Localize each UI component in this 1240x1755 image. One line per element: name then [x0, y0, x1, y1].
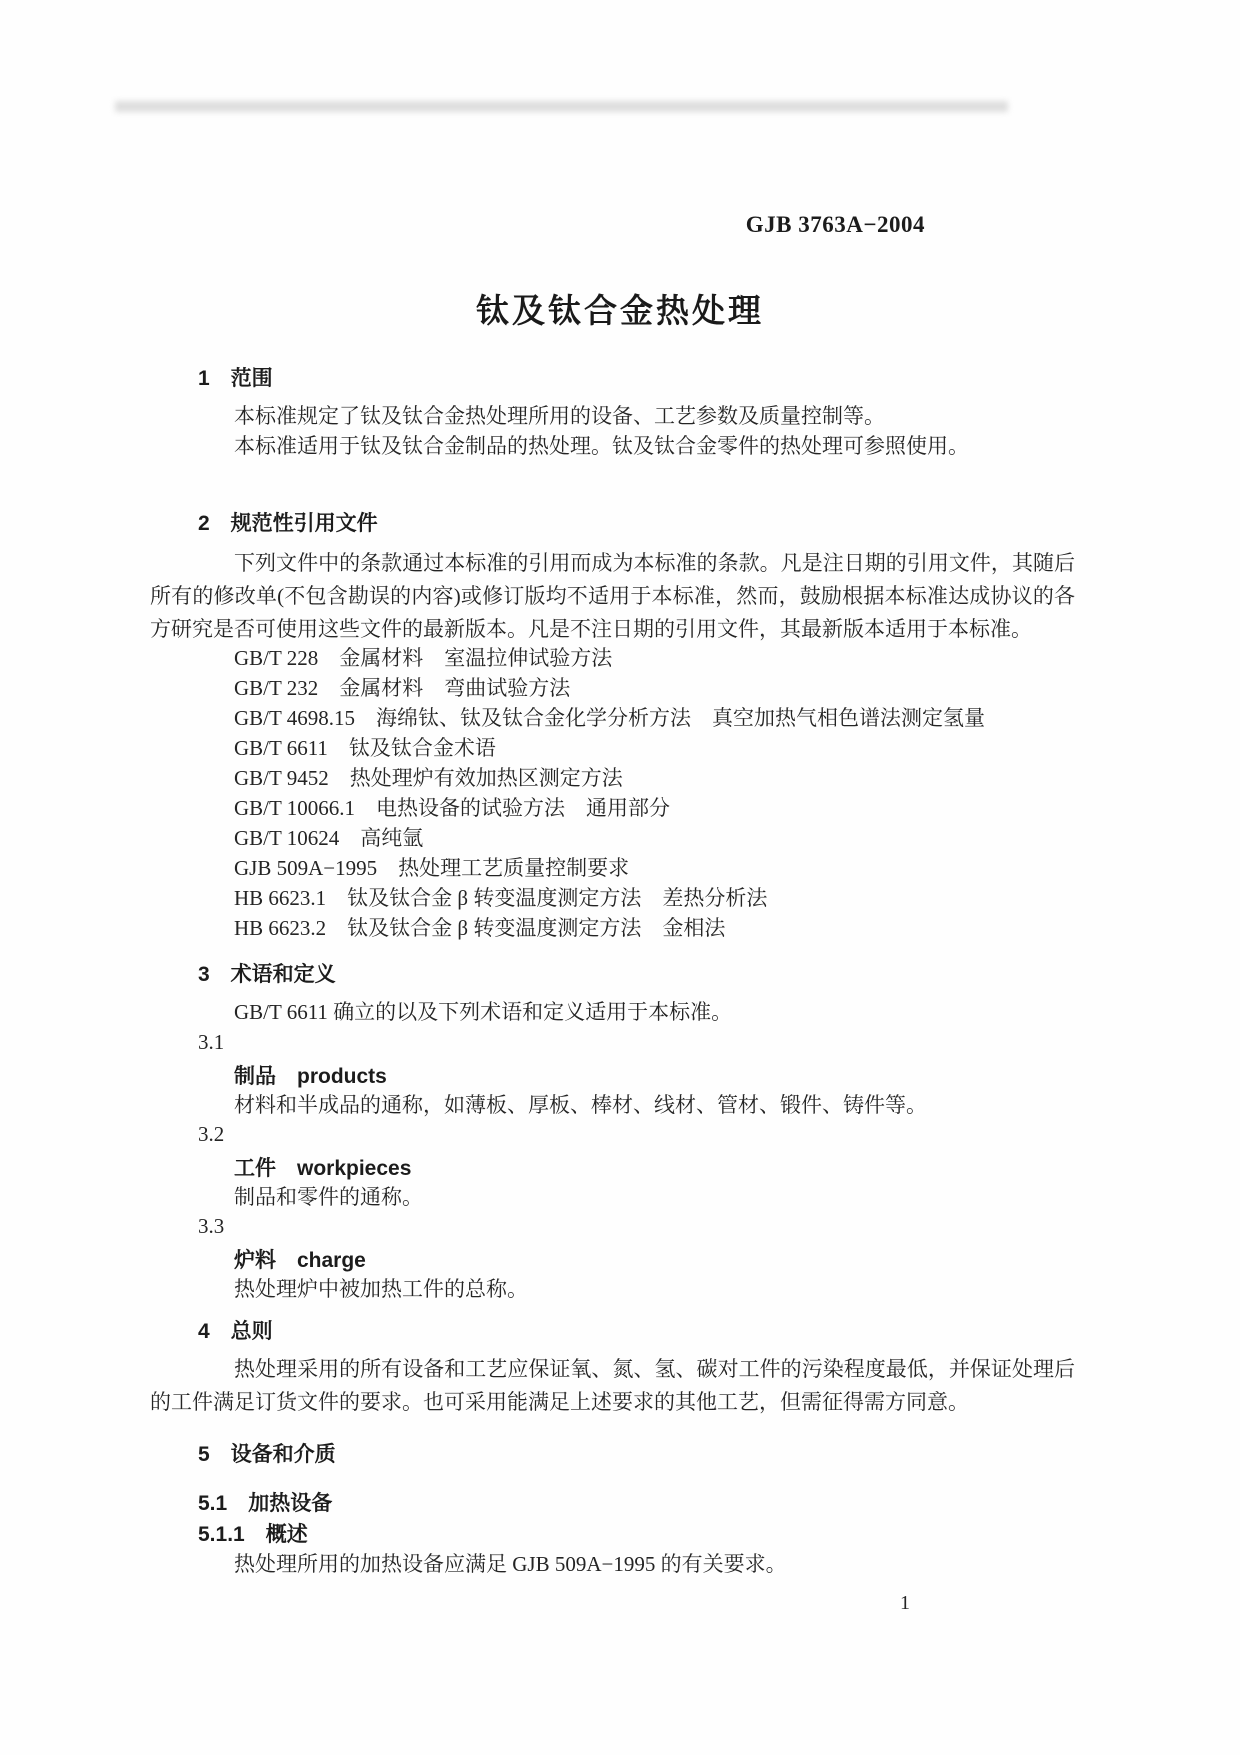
reference-item: GJB 509A−1995 热处理工艺质量控制要求 [234, 856, 630, 880]
section-2-intro: 下列文件中的条款通过本标准的引用而成为本标准的条款。凡是注日期的引用文件，其随后所有的修改单(不包含勘误的内容)或修订版均不适用于本标准，然而，鼓励根据本标准达成协议的各方研究是否可使用这些文件的最新版本。凡是不注日期的引用文件，其最新版本适用于本标准。 [150, 551, 1075, 641]
standard-code: GJB 3763A−2004 [745, 212, 925, 237]
term-number: 3.3 [198, 1214, 225, 1238]
section-1-heading: 1 范围 [198, 367, 273, 390]
reference-item: GB/T 9452 热处理炉有效加热区测定方法 [234, 766, 623, 790]
reference-item: GB/T 10624 高纯氩 [234, 826, 424, 850]
term-number: 3.2 [198, 1122, 225, 1146]
reference-item: GB/T 232 金属材料 弯曲试验方法 [234, 676, 571, 700]
section-3-heading: 3 术语和定义 [198, 963, 336, 986]
document-title: 钛及钛合金热处理 [476, 292, 764, 329]
section-3-intro: GB/T 6611 确立的以及下列术语和定义适用于本标准。 [234, 1000, 733, 1024]
term-definition: 热处理炉中被加热工件的总称。 [234, 1277, 528, 1301]
section-1-paragraph-1: 本标准规定了钛及钛合金热处理所用的设备、工艺参数及质量控制等。 [234, 404, 885, 428]
term-name: 炉料 charge [234, 1249, 366, 1272]
section-5-1-1-heading: 5.1.1 概述 [198, 1523, 308, 1546]
reference-item: HB 6623.1 钛及钛合金 β 转变温度测定方法 差热分析法 [234, 886, 768, 910]
term-name: 工件 workpieces [234, 1157, 412, 1180]
reference-item: GB/T 4698.15 海绵钛、钛及钛合金化学分析方法 真空加热气相色谱法测定氢量 [234, 706, 985, 730]
section-2-heading: 2 规范性引用文件 [198, 512, 378, 535]
reference-item: GB/T 6611 钛及钛合金术语 [234, 736, 496, 760]
section-5-paragraph: 热处理所用的加热设备应满足 GJB 509A−1995 的有关要求。 [234, 1552, 787, 1576]
term-definition: 材料和半成品的通称，如薄板、厚板、棒材、线材、管材、锻件、铸件等。 [234, 1093, 927, 1117]
reference-item: GB/T 228 金属材料 室温拉伸试验方法 [234, 646, 613, 670]
term-definition: 制品和零件的通称。 [234, 1185, 423, 1209]
section-5-1-heading: 5.1 加热设备 [198, 1492, 333, 1515]
term-name: 制品 products [234, 1065, 387, 1088]
section-4-heading: 4 总则 [198, 1320, 273, 1343]
reference-item: HB 6623.2 钛及钛合金 β 转变温度测定方法 金相法 [234, 916, 726, 940]
scan-artifact-smudge [115, 101, 1008, 112]
section-4-paragraph: 热处理采用的所有设备和工艺应保证氧、氮、氢、碳对工件的污染程度最低，并保证处理后的工件满足订货文件的要求。也可采用能满足上述要求的其他工艺，但需征得需方同意。 [150, 1357, 1075, 1414]
reference-item: GB/T 10066.1 电热设备的试验方法 通用部分 [234, 796, 670, 820]
term-number: 3.1 [198, 1030, 225, 1054]
section-5-heading: 5 设备和介质 [198, 1443, 336, 1466]
page-number: 1 [900, 1592, 910, 1614]
section-1-paragraph-2: 本标准适用于钛及钛合金制品的热处理。钛及钛合金零件的热处理可参照使用。 [234, 434, 969, 458]
